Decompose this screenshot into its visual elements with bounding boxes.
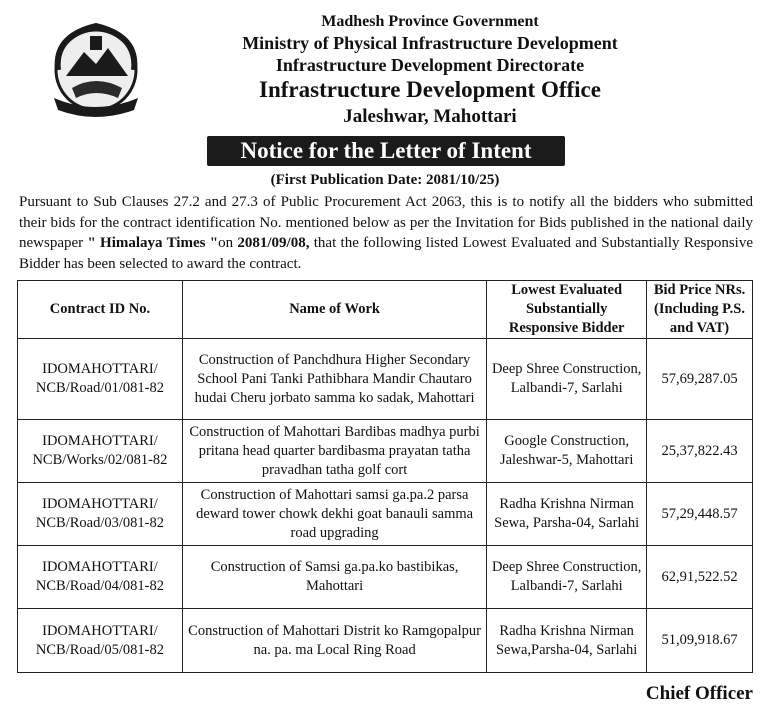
contract-id: IDOMAHOTTARI/ NCB/Road/04/081-82 bbox=[18, 546, 183, 609]
work-name: Construction of Panchdhura Higher Secondary School Pani Tanki Pathibhara Mandir Chautaro hudai Cheru jorbato samma ko sadak, Mahottari bbox=[182, 339, 486, 420]
contract-id: IDOMAHOTTARI/ NCB/Works/02/081-82 bbox=[18, 420, 183, 483]
publication-date: (First Publication Date: 2081/10/25) bbox=[270, 172, 500, 188]
contract-id: IDOMAHOTTARI/ NCB/Road/03/081-82 bbox=[18, 483, 183, 546]
bidder-name: Deep Shree Construction, Lalbandi-7, Sarlahi bbox=[487, 339, 647, 420]
notice-paragraph bbox=[19, 192, 753, 274]
paragraph-text-1: Pursuant to Sub Clauses 27.2 and 27.3 of Public Procurement Act 2063, this is to notify all the bidders who submitted their bids for the contract identification No. mentioned below as per the Invitation for Bids published in the national daily newspaper bbox=[19, 194, 753, 251]
government-emblem-icon bbox=[44, 16, 148, 120]
table-row bbox=[18, 609, 753, 673]
invitation-date: 2081/09/08, bbox=[237, 235, 310, 251]
contracts-table bbox=[17, 280, 753, 673]
paragraph-text-2: on bbox=[218, 235, 238, 251]
contract-id: IDOMAHOTTARI/ NCB/Road/01/081-82 bbox=[18, 339, 183, 420]
bidder-name: Radha Krishna Nirman Sewa, Parsha-04, Sarlahi bbox=[487, 483, 647, 546]
header-bid-price: Bid Price NRs. (Including P.S. and VAT) bbox=[647, 281, 753, 339]
header-bidder: Lowest Evaluated Substantially Responsive Bidder bbox=[487, 281, 647, 339]
table-header-row bbox=[18, 281, 753, 339]
ministry-title: Ministry of Physical Infrastructure Development bbox=[242, 33, 618, 53]
work-name: Construction of Mahottari samsi ga.pa.2 parsa deward tower chowk dekhi goat banauli samma road upgrading bbox=[182, 483, 486, 546]
table-row bbox=[18, 420, 753, 483]
notice-banner: Notice for the Letter of Intent bbox=[207, 136, 565, 166]
signature-chief-officer: Chief Officer bbox=[645, 683, 753, 704]
bidder-name: Google Construction, Jaleshwar-5, Mahottari bbox=[487, 420, 647, 483]
table-row bbox=[18, 546, 753, 609]
table-row bbox=[18, 483, 753, 546]
newspaper-name: " Himalaya Times " bbox=[87, 235, 219, 251]
office-title: Infrastructure Development Office bbox=[259, 77, 601, 102]
paragraph-text-3: that the following listed Lowest Evaluated and Substantially Responsive Bidder has been selected to award the contract. bbox=[19, 235, 753, 272]
work-name: Construction of Samsi ga.pa.ko bastibikas, Mahottari bbox=[182, 546, 486, 609]
table-row bbox=[18, 339, 753, 420]
bid-price: 57,29,448.57 bbox=[647, 483, 753, 546]
province-title: Madhesh Province Government bbox=[321, 13, 539, 30]
bid-price: 25,37,822.43 bbox=[647, 420, 753, 483]
work-name: Construction of Mahottari Distrit ko Ramgopalpur na. pa. ma Local Ring Road bbox=[182, 609, 486, 673]
contract-id: IDOMAHOTTARI/ NCB/Road/05/081-82 bbox=[18, 609, 183, 673]
header-contract-id: Contract ID No. bbox=[18, 281, 183, 339]
bid-price: 51,09,918.67 bbox=[647, 609, 753, 673]
bid-price: 57,69,287.05 bbox=[647, 339, 753, 420]
header-name-of-work: Name of Work bbox=[182, 281, 486, 339]
office-location: Jaleshwar, Mahottari bbox=[343, 106, 517, 127]
bidder-name: Radha Krishna Nirman Sewa,Parsha-04, Sarlahi bbox=[487, 609, 647, 673]
bid-price: 62,91,522.52 bbox=[647, 546, 753, 609]
directorate-title: Infrastructure Development Directorate bbox=[275, 55, 585, 75]
bidder-name: Deep Shree Construction, Lalbandi-7, Sarlahi bbox=[487, 546, 647, 609]
work-name: Construction of Mahottari Bardibas madhya purbi pritana head quarter bardibasma prayatan tatha pravadhan tatha golf cort bbox=[182, 420, 486, 483]
